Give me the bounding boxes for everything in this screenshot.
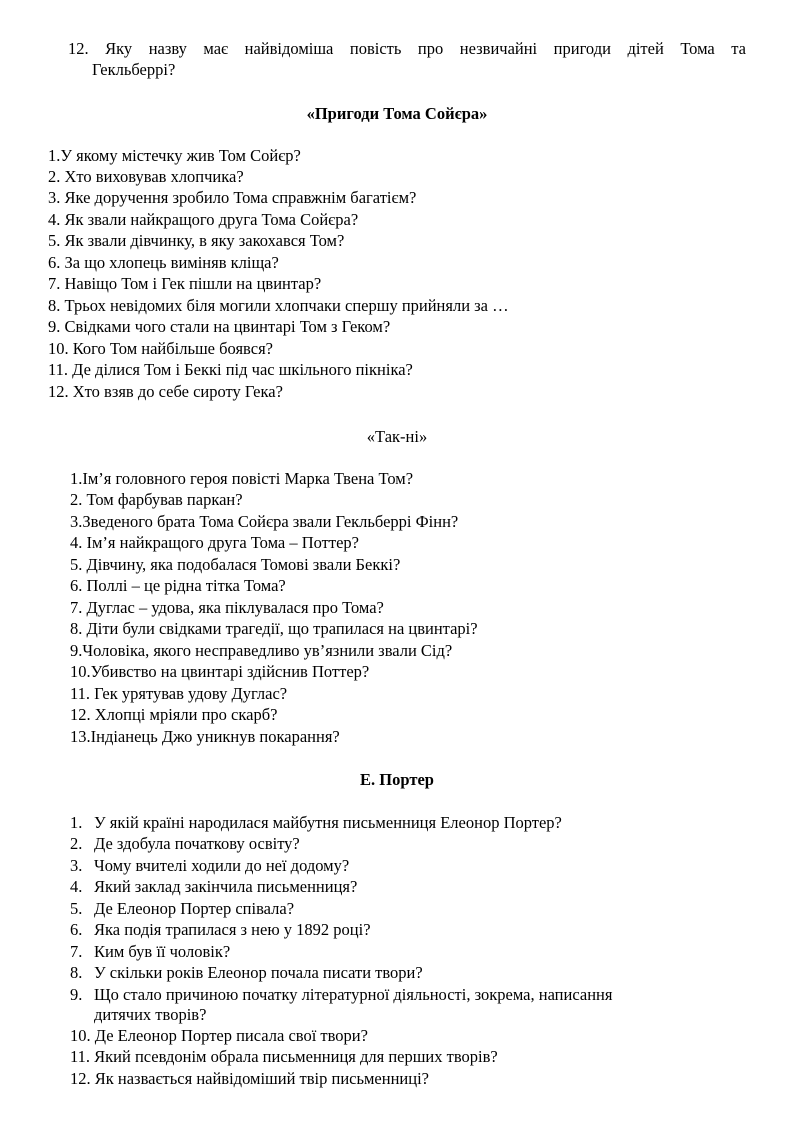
item-number: 7. <box>70 942 83 961</box>
list-item <box>70 834 300 854</box>
list-item <box>70 985 612 1005</box>
item-number: 6. <box>70 920 83 939</box>
item-text: Яка подія трапилася з нею у 1892 році? <box>94 920 371 939</box>
list-item: 10. Де Елеонор Портер писала свої твори? <box>70 1026 368 1045</box>
list-item: 12. Як назвається найвідоміший твір письменниці? <box>70 1069 429 1088</box>
list-item: 6. За що хлопець виміняв кліща? <box>48 253 279 272</box>
section-title-yes-no: «Так-ні» <box>366 427 428 446</box>
list-item: 8. Трьох невідомих біля могили хлопчаки спершу прийняли за … <box>48 296 509 315</box>
item-number: 5. <box>70 899 83 918</box>
list-item <box>70 877 357 897</box>
list-item: 12. Хто взяв до себе сироту Гека? <box>48 382 283 401</box>
list-item <box>70 963 423 983</box>
item-number: 4. <box>70 877 83 896</box>
list-item: 2. Хто виховував хлопчика? <box>48 167 244 186</box>
list-item: 9.Чоловіка, якого несправедливо ув’язнили звали Сід? <box>70 641 453 660</box>
item-text: У скільки років Елеонор почала писати твори? <box>94 963 423 982</box>
list-item: 10. Кого Том найбільше боявся? <box>48 339 273 358</box>
list-item: 11. Де ділися Том і Беккі під час шкільного пікніка? <box>48 360 413 379</box>
list-item: 1.Ім’я головного героя повісті Марка Твена Том? <box>70 469 414 488</box>
item-number: 8. <box>70 963 83 982</box>
list-item: 3. Яке доручення зробило Тома справжнім багатієм? <box>48 188 417 207</box>
list-item: 4. Як звали найкращого друга Тома Сойєра? <box>48 210 359 229</box>
list-item: 2. Том фарбував паркан? <box>70 490 243 509</box>
section-title-porter: Е. Портер <box>360 770 434 789</box>
list-item: 8. Діти були свідками трагедії, що трапилася на цвинтарі? <box>70 619 478 638</box>
item-text: Який заклад закінчила письменниця? <box>94 877 358 896</box>
item-text: Що стало причиною початку літературної діяльності, зокрема, написання <box>94 985 613 1004</box>
list-item: 12. Хлопці мріяли про скарб? <box>70 705 278 724</box>
list-item-continuation: дитячих творів? <box>94 1005 207 1024</box>
list-item: 11. Гек урятував удову Дуглас? <box>70 684 288 703</box>
item-text: У якій країні народилася майбутня письменниця Елеонор Портер? <box>94 813 562 832</box>
list-item: 10.Убивство на цвинтарі здійснив Поттер? <box>70 662 370 681</box>
item-text: Де здобула початкову освіту? <box>94 834 300 853</box>
list-item: 7. Навіщо Том і Гек пішли на цвинтар? <box>48 274 322 293</box>
item-number: 3. <box>70 856 83 875</box>
item-number: 9. <box>70 985 83 1004</box>
list-item <box>70 856 349 876</box>
list-item: 4. Ім’я найкращого друга Тома – Поттер? <box>70 533 359 552</box>
intro-question-12-line2: Гекльберрі? <box>92 60 176 79</box>
list-item <box>70 942 230 962</box>
list-item <box>70 899 294 919</box>
list-item: 5. Дівчину, яка подобалася Томові звали Беккі? <box>70 555 401 574</box>
item-number: 2. <box>70 834 83 853</box>
list-item: 7. Дуглас – удова, яка піклувалася про Тома? <box>70 598 384 617</box>
list-item: 1.У якому містечку жив Том Сойєр? <box>48 146 301 165</box>
item-text: Чому вчителі ходили до неї додому? <box>94 856 350 875</box>
list-item: 6. Поллі – це рідна тітка Тома? <box>70 576 286 595</box>
list-item <box>70 920 371 940</box>
list-item: 13.Індіанець Джо уникнув покарання? <box>70 727 340 746</box>
item-number: 1. <box>70 813 83 832</box>
item-text: Ким був її чоловік? <box>94 942 231 961</box>
list-item: 5. Як звали дівчинку, в яку закохався Том? <box>48 231 345 250</box>
list-item: 3.Зведеного брата Тома Сойєра звали Гекльберрі Фінн? <box>70 512 459 531</box>
intro-question-12-line1: 12. Яку назву має найвідоміша повість про незвичайні пригоди дітей Тома та <box>68 39 746 58</box>
list-item: 9. Свідками чого стали на цвинтарі Том з Геком? <box>48 317 391 336</box>
section-title-tom-sawyer: «Пригоди Тома Сойєра» <box>306 104 488 123</box>
list-item <box>70 813 562 833</box>
list-item: 11. Який псевдонім обрала письменниця для перших творів? <box>70 1047 498 1066</box>
item-text: Де Елеонор Портер співала? <box>94 899 295 918</box>
